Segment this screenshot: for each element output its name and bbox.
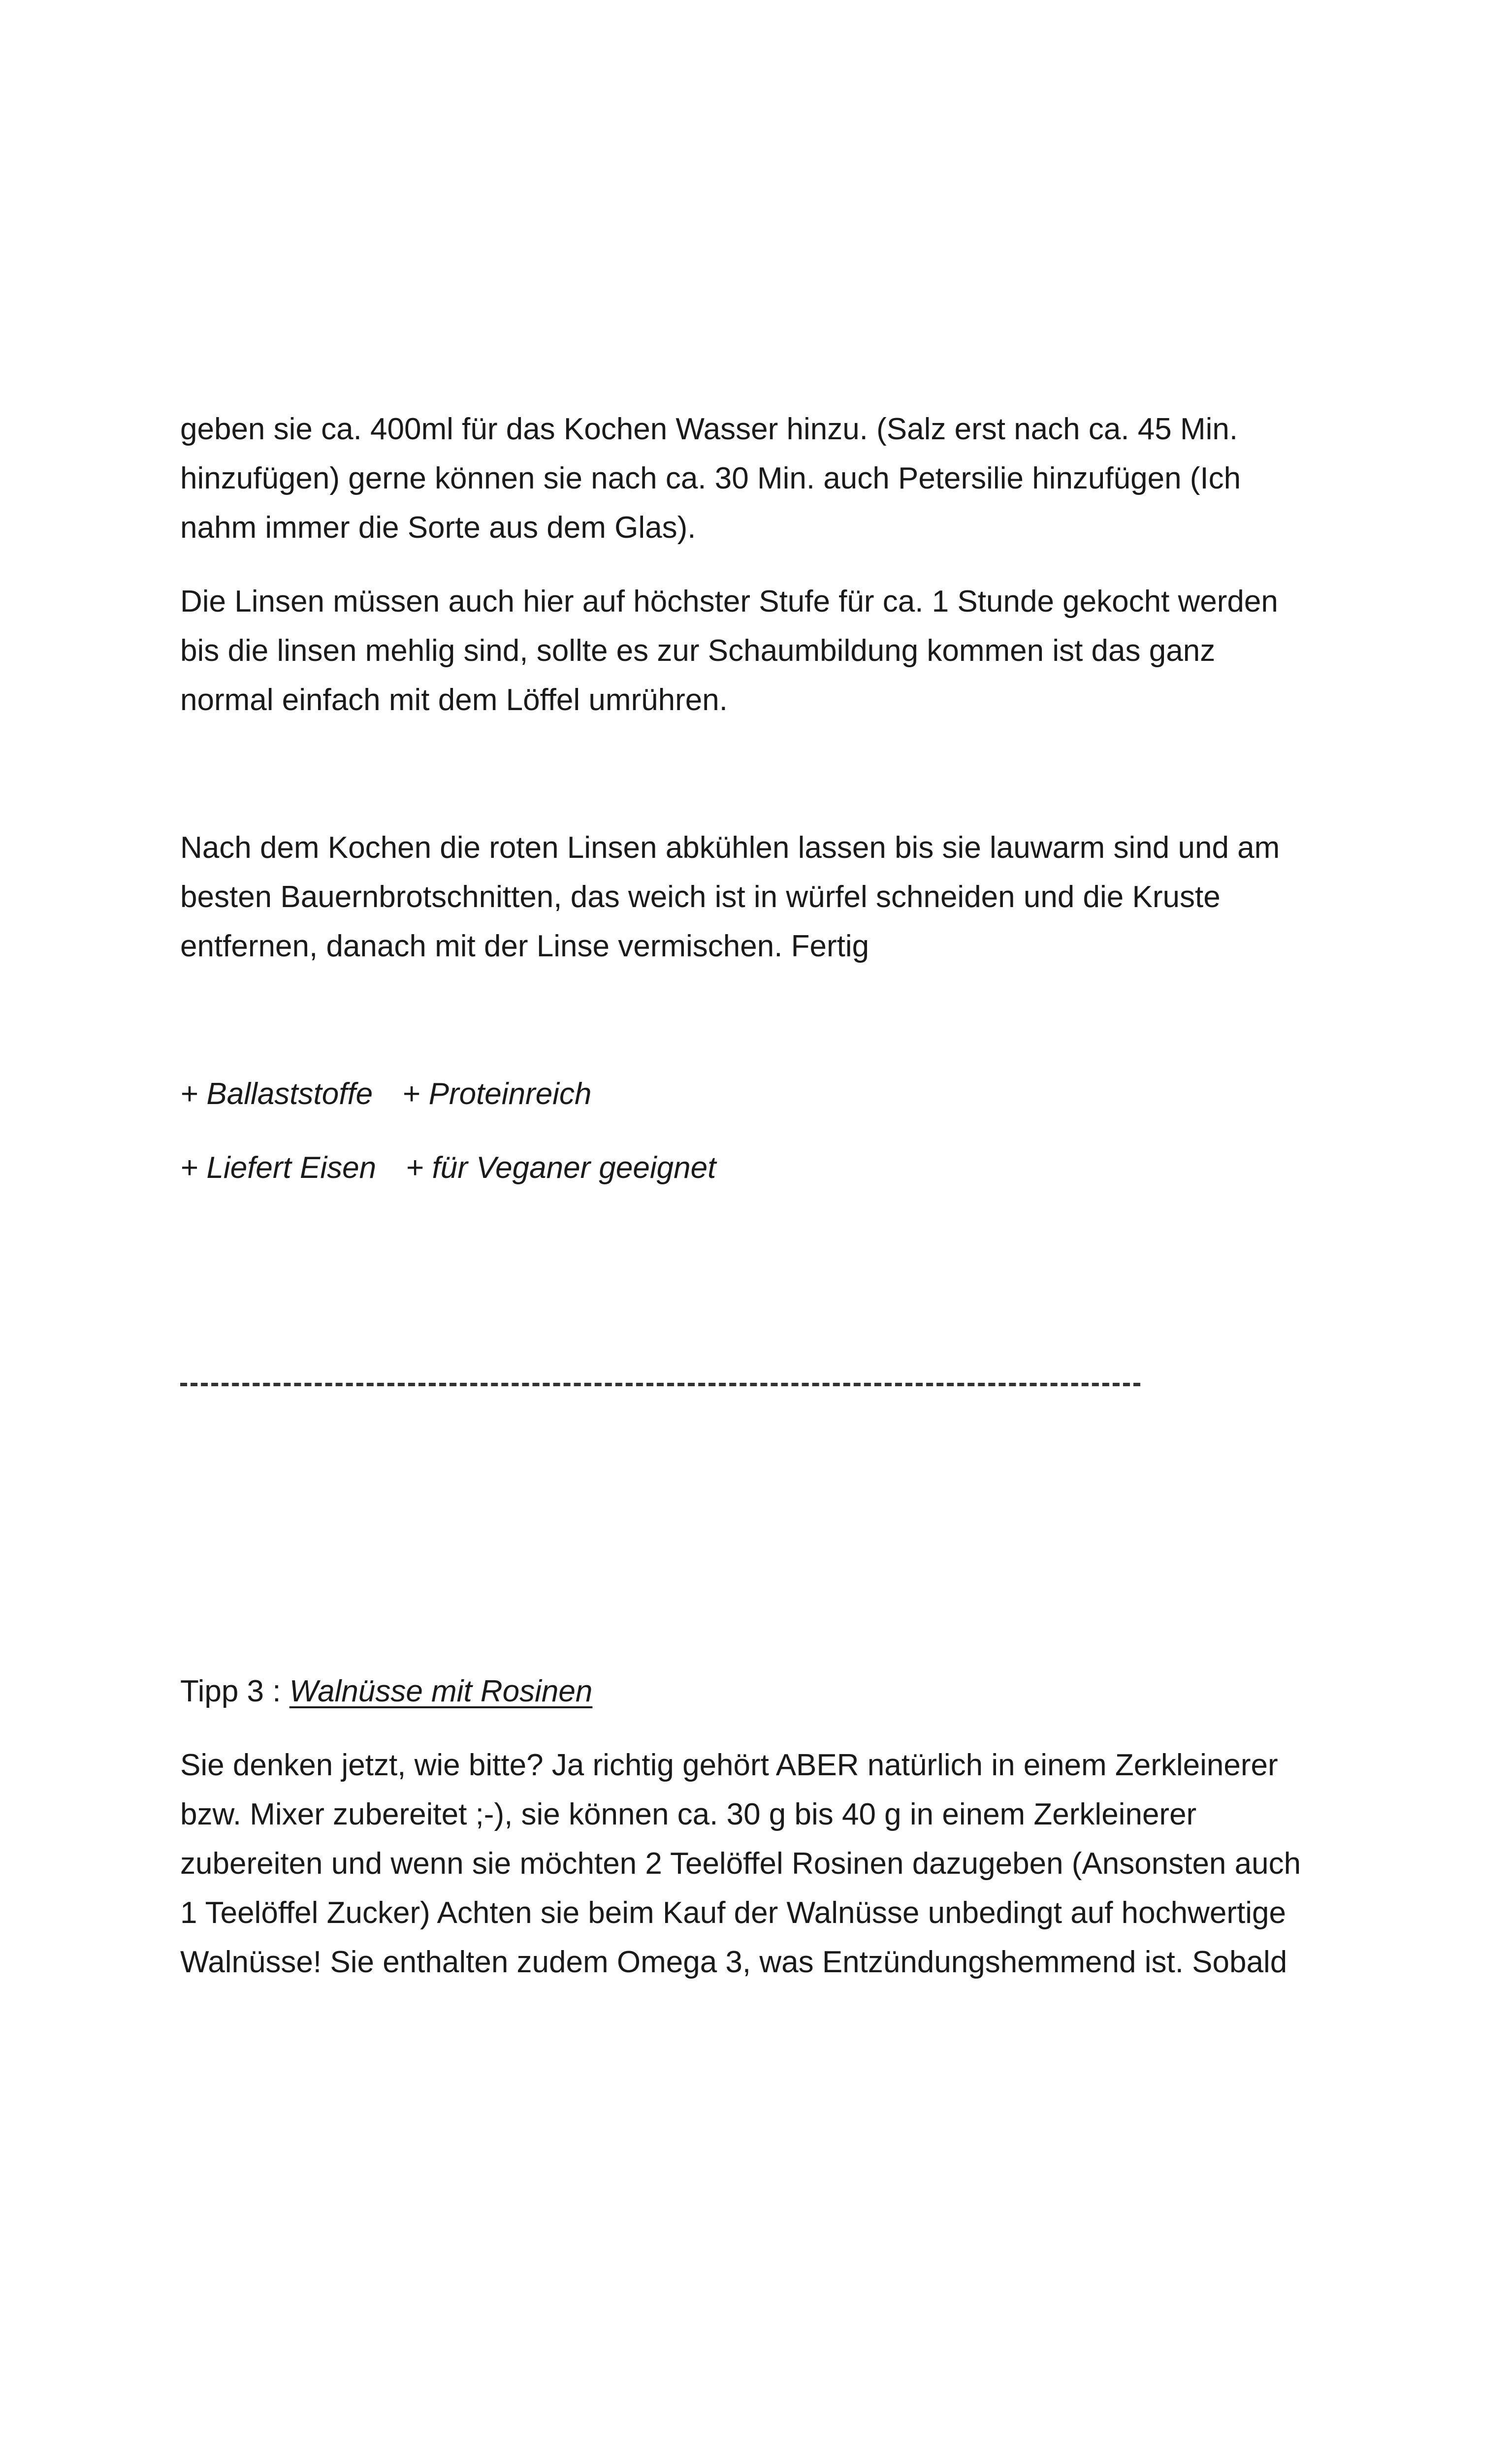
text-line: hinzufügen) gerne können sie nach ca. 30 Min. auch Petersilie hinzufügen (Ich — [180, 461, 1241, 495]
benefit-iron: + Liefert Eisen — [180, 1151, 377, 1185]
benefit-protein: + Proteinreich — [402, 1077, 592, 1111]
text-line: normal einfach mit dem Löffel umrühren. — [180, 683, 728, 717]
paragraph-cooking-instructions — [180, 577, 1362, 725]
paragraph-water-instructions — [180, 405, 1362, 553]
benefits-row-2 — [180, 1143, 1362, 1193]
text-line: nahm immer die Sorte aus dem Glas). — [180, 511, 696, 545]
text-line: bis die linsen mehlig sind, sollte es zur Schaumbildung kommen ist das ganz — [180, 634, 1216, 668]
tip-heading — [180, 1667, 1362, 1716]
text-line: Nach dem Kochen die roten Linsen abkühlen lassen bis sie lauwarm sind und am — [180, 831, 1280, 865]
text-line: Die Linsen müssen auch hier auf höchster Stufe für ca. 1 Stunde gekocht werden — [180, 585, 1278, 619]
text-line: besten Bauernbrotschnitten, das weich ist in würfel schneiden und die Kruste — [180, 880, 1221, 914]
text-line: Sie denken jetzt, wie bitte? Ja richtig gehört ABER natürlich in einem Zerkleinerer — [180, 1748, 1278, 1782]
benefit-fiber: + Ballaststoffe — [180, 1077, 373, 1111]
text-line: 1 Teelöffel Zucker) Achten sie beim Kauf der Walnüsse unbedingt auf hochwertige — [180, 1896, 1286, 1930]
tip-title: Walnüsse mit Rosinen — [289, 1674, 593, 1708]
tip-prefix: Tipp 3 : — [180, 1674, 290, 1708]
section-separator — [180, 1383, 1140, 1386]
benefits-row-1 — [180, 1070, 1362, 1119]
text-line: entfernen, danach mit der Linse vermischen. Fertig — [180, 929, 869, 963]
benefit-vegan: + für Veganer geeignet — [406, 1151, 716, 1185]
text-line: zubereiten und wenn sie möchten 2 Teelöffel Rosinen dazugeben (Ansonsten auch — [180, 1847, 1301, 1881]
text-line: bzw. Mixer zubereitet ;-), sie können ca. 30 g bis 40 g in einem Zerkleinerer — [180, 1797, 1197, 1831]
text-line: Walnüsse! Sie enthalten zudem Omega 3, was Entzündungshemmend ist. Sobald — [180, 1945, 1287, 1979]
paragraph-after-cooking — [180, 823, 1362, 971]
paragraph-walnuts — [180, 1741, 1362, 1987]
text-line: geben sie ca. 400ml für das Kochen Wasser hinzu. (Salz erst nach ca. 45 Min. — [180, 412, 1238, 446]
